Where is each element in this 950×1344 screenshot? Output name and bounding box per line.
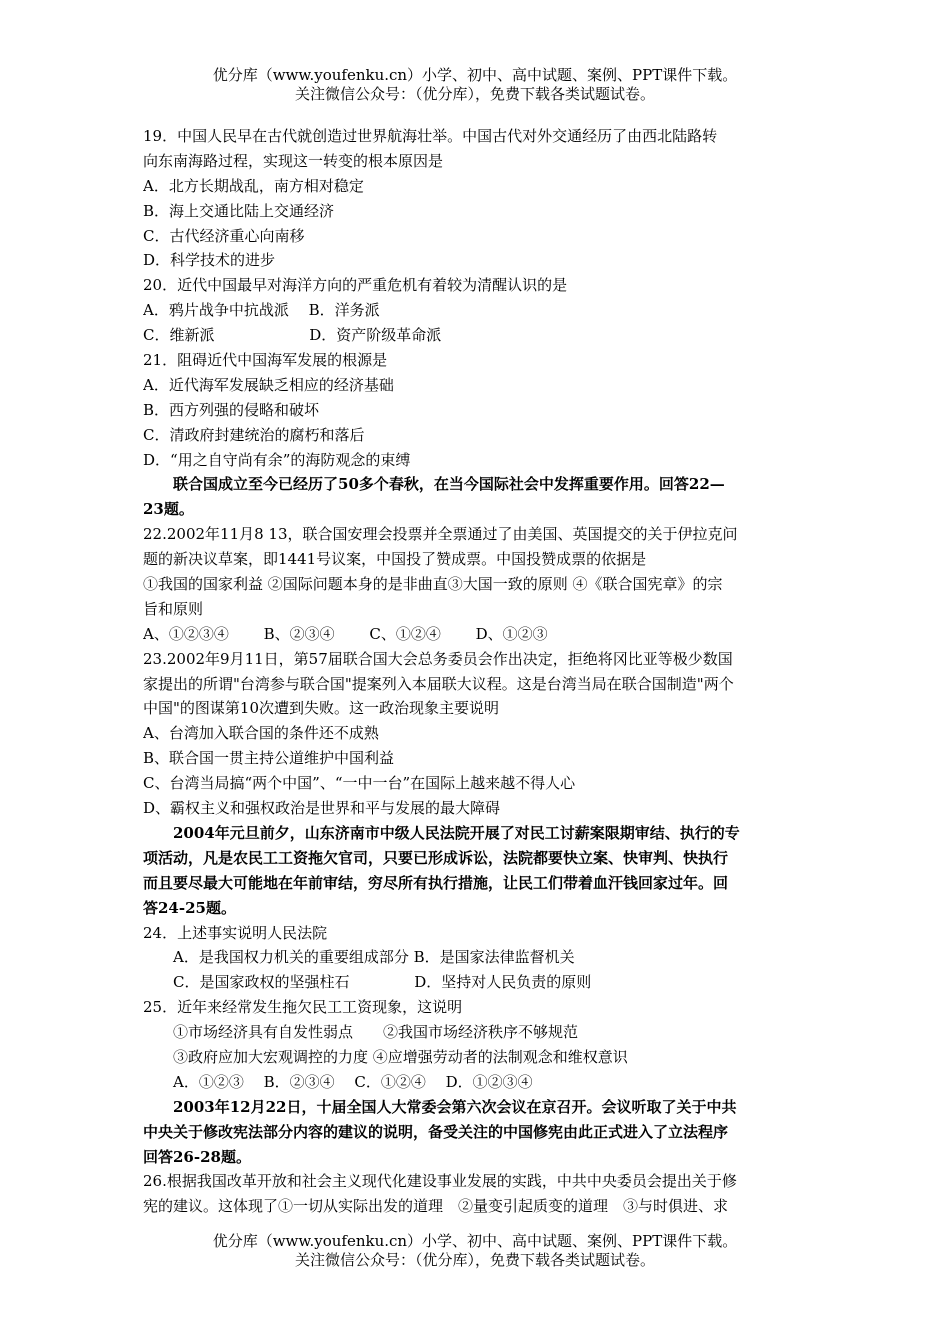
q22-options: A、①②③④ B、②③④ C、①②④ D、①②③ <box>143 624 548 643</box>
q23-stem: 家提出的所谓"台湾参与联合国"提案列入本届联大议程。这是台湾当局在联合国制造"两个 <box>143 674 734 693</box>
header-line-2: 关注微信公众号：（优分库），免费下载各类试题试卷。 <box>294 85 655 103</box>
q23-stem: 中国"的图谋第10次遭到失败。这一政治现象主要说明 <box>143 699 499 718</box>
section-intro-24-25: 项活动，凡是农民工工资拖欠官司，只要已形成诉讼，法院都要快立案、快审判、快执行 <box>143 848 729 867</box>
q22-statements: ①我国的国家利益 ②国际问题本身的是非曲直③大国一致的原则 ④《联合国宪章》的宗 <box>143 575 723 594</box>
page-footer <box>0 1232 950 1270</box>
q23-option-a: A、台湾加入联合国的条件还不成熟 <box>143 724 379 743</box>
section-intro-26-28: 中央关于修改宪法部分内容的建议的说明，备受关注的中国修宪由此正式进入了立法程序 <box>143 1122 729 1141</box>
q19-option-d: D．科学技术的进步 <box>143 251 276 270</box>
q19-option-a: A．北方长期战乱，南方相对稳定 <box>143 176 364 195</box>
q24-stem: 24．上述事实说明人民法院 <box>143 923 328 942</box>
section-intro-26-28: 回答26-28题。 <box>143 1147 251 1166</box>
q19-option-c: C．古代经济重心向南移 <box>143 226 305 245</box>
footer-line-2: 关注微信公众号：（优分库），免费下载各类试题试卷。 <box>294 1251 655 1269</box>
q19-option-b: B．海上交通比陆上交通经济 <box>143 201 335 220</box>
q25-statements: ①市场经济具有自发性弱点 ②我国市场经济秩序不够规范 <box>173 1023 579 1042</box>
section-intro-22-23: 23题。 <box>143 500 194 519</box>
q20-stem: 20．近代中国最早对海洋方向的严重危机有着较为清醒认识的是 <box>143 276 568 295</box>
q23-option-d: D、霸权主义和强权政治是世界和平与发展的最大障碍 <box>143 799 501 818</box>
section-intro-24-25: 2004年元旦前夕，山东济南市中级人民法院开展了对民工讨薪案限期审结、执行的专 <box>143 823 740 842</box>
q26-stem: 宪的建议。这体现了①一切从实际出发的道理 ②量变引起质变的道理 ③与时俱进、求 <box>143 1197 729 1216</box>
q24-options-cd: C．是国家政权的坚强柱石 D．坚持对人民负责的原则 <box>173 973 592 992</box>
q21-option-a: A．近代海军发展缺乏相应的经济基础 <box>143 375 394 394</box>
q19-stem: 19．中国人民早在古代就创造过世界航海壮举。中国古代对外交通经历了由西北陆路转 <box>143 127 718 145</box>
q21-option-d: D．“用之自守尚有余”的海防观念的束缚 <box>143 450 411 469</box>
q21-option-c: C．清政府封建统治的腐朽和落后 <box>143 425 365 444</box>
section-intro-26-28: 2003年12月22日，十届全国人大常委会第六次会议在京召开。会议听取了关于中共 <box>143 1097 737 1116</box>
q22-statements: 旨和原则 <box>143 599 204 618</box>
section-intro-24-25: 而且要尽最大可能地在年前审结，穷尽所有执行措施，让民工们带着血汗钱回家过年。回 <box>143 873 729 892</box>
q23-option-c: C、台湾当局搞“两个中国”、“一中一台”在国际上越来越不得人心 <box>143 774 576 793</box>
q22-stem: 题的新决议草案，即1441号议案，中国投了赞成票。中国投赞成票的依据是 <box>143 550 647 569</box>
q21-option-b: B．西方列强的侵略和破坏 <box>143 400 320 419</box>
q23-stem: 23.2002年9月11日，第57届联合国大会总务委员会作出决定，拒绝将冈比亚等极少数国 <box>143 649 733 668</box>
q25-stem: 25．近年来经常发生拖欠民工工资现象，这说明 <box>143 998 463 1017</box>
q21-stem: 21．阻碍近代中国海军发展的根源是 <box>143 351 388 370</box>
q24-options-ab: A．是我国权力机关的重要组成部分 B．是国家法律监督机关 <box>173 948 575 967</box>
q20-options-cd: C．维新派 D．资产阶级革命派 <box>143 326 442 345</box>
section-intro-24-25: 答24-25题。 <box>143 898 236 917</box>
document-body <box>143 124 811 1219</box>
section-intro-22-23: 联合国成立至今已经历了50多个春秋，在当今国际社会中发挥重要作用。回答22— <box>143 475 725 494</box>
q25-statements: ③政府应加大宏观调控的力度 ④应增强劳动者的法制观念和维权意识 <box>173 1047 628 1066</box>
q25-options: A．①②③ B．②③④ C．①②④ D．①②③④ <box>173 1072 533 1091</box>
q20-options-ab: A．鸦片战争中抗战派 B．洋务派 <box>143 301 380 320</box>
q26-stem: 26.根据我国改革开放和社会主义现代化建设事业发展的实践，中共中央委员会提出关于修 <box>143 1172 737 1191</box>
page-header <box>0 66 950 104</box>
q23-option-b: B、联合国一贯主持公道维护中国利益 <box>143 749 395 768</box>
q19-stem: 向东南海路过程，实现这一转变的根本原因是 <box>143 151 444 170</box>
header-line-1: 优分库（www.youfenku.cn）小学、初中、高中试题、案例、PPT课件下载。 <box>212 66 738 84</box>
footer-line-1: 优分库（www.youfenku.cn）小学、初中、高中试题、案例、PPT课件下载。 <box>212 1232 738 1250</box>
q22-stem: 22.2002年11月8 13，联合国安理会投票并全票通过了由美国、英国提交的关于伊拉克问 <box>143 525 738 544</box>
